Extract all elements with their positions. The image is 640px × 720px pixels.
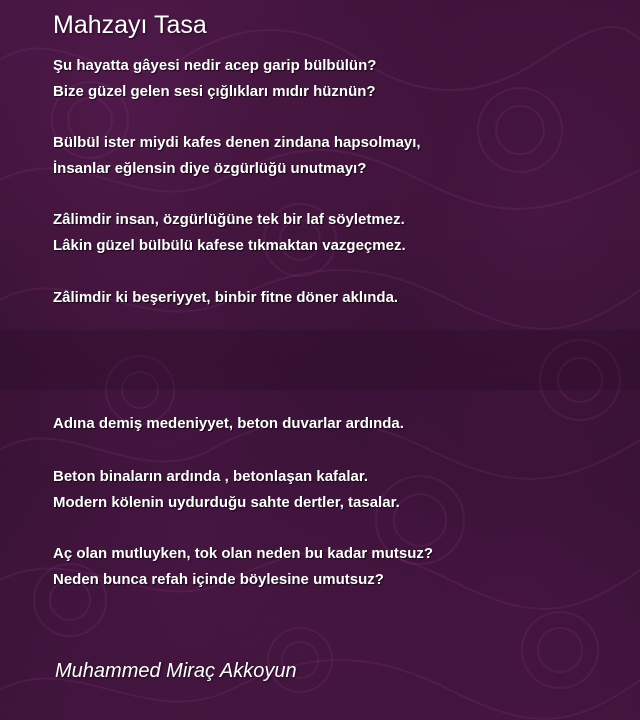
stanza xyxy=(53,411,404,437)
poem-line: Bülbül ister miydi kafes denen zindana hapsolmayı, xyxy=(53,134,421,151)
poem-author: Muhammed Miraç Akkoyun xyxy=(55,660,297,682)
poem-line: Şu hayatta gâyesi nedir acep garip bülbülün? xyxy=(53,57,377,74)
poem-line: Lâkin güzel bülbülü kafese tıkmaktan vazgeçmez. xyxy=(53,236,406,254)
stanza xyxy=(53,130,421,181)
poem-line: Modern kölenin uydurduğu sahte dertler, tasalar. xyxy=(53,493,400,511)
poem-line: Neden bunca refah içinde böylesine umutsuz? xyxy=(53,570,384,588)
poem-title: Mahzayı Tasa xyxy=(53,11,207,39)
poem-line: Beton binaların ardında , betonlaşan kafalar. xyxy=(53,468,369,485)
background-band xyxy=(0,330,640,390)
poem-line: İnsanlar eğlensin diye özgürlüğü unutmayı? xyxy=(53,159,367,177)
poem-line: Aç olan mutluyken, tok olan neden bu kadar mutsuz? xyxy=(53,545,434,562)
stanza xyxy=(53,53,376,104)
poem-line: Bize güzel gelen sesi çığlıkları mıdır hüznün? xyxy=(53,82,376,100)
poem-line: Adına demiş medeniyyet, beton duvarlar ardında. xyxy=(53,415,404,432)
stanza xyxy=(53,541,433,592)
poem-line: Zâlimdir ki beşeriyyet, binbir fitne döner aklında. xyxy=(53,289,399,306)
stanza xyxy=(53,285,398,311)
stanza xyxy=(53,207,406,258)
stanza xyxy=(53,464,400,515)
poem-line: Zâlimdir insan, özgürlüğüne tek bir laf söyletmez. xyxy=(53,211,405,228)
